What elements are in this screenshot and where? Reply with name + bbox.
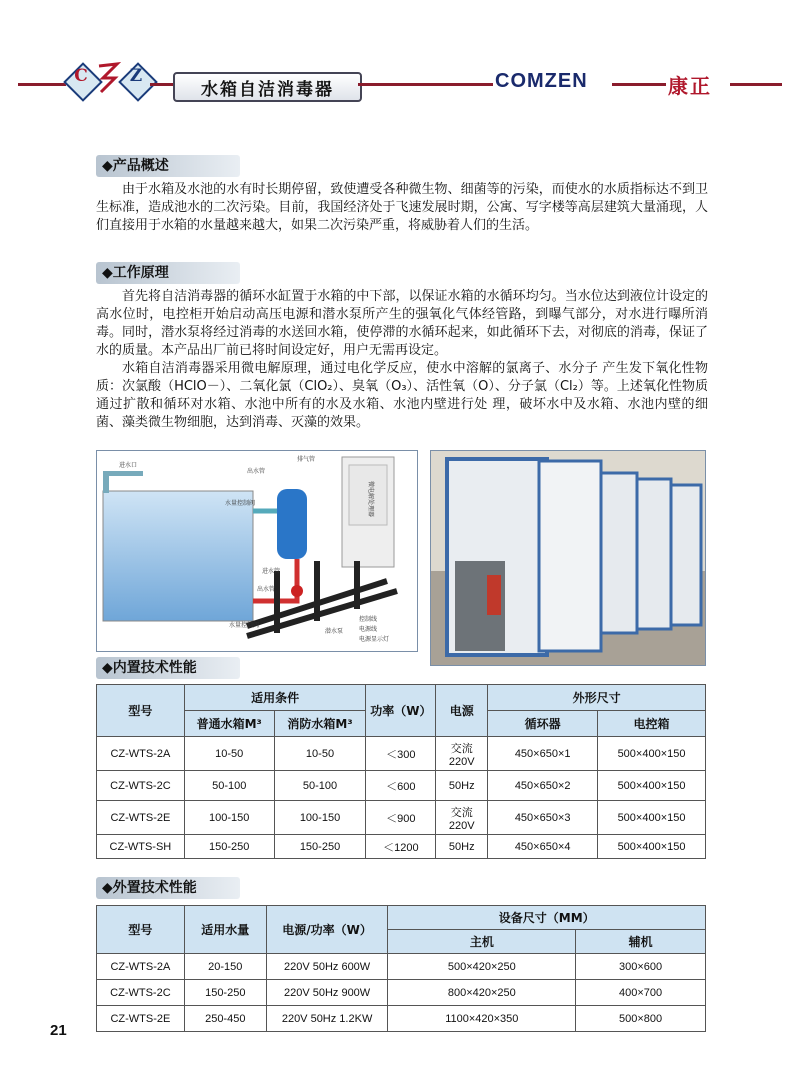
logo-mark-icon	[95, 60, 121, 96]
cell-main: 1100×420×350	[388, 1006, 576, 1032]
water-tank	[103, 491, 256, 621]
col-supply: 电源	[436, 685, 488, 737]
diagram-label: 进水口	[119, 462, 138, 469]
cell-supply: 交流220V	[436, 737, 488, 771]
cabinet-back-3	[671, 485, 701, 625]
col-water-volume: 适用水量	[184, 906, 266, 954]
external-specs-table	[96, 905, 706, 1032]
table-row	[97, 835, 706, 859]
pump-unit	[487, 575, 501, 615]
col-power: 功率（W）	[366, 685, 436, 737]
logo-letter-z: Z	[129, 66, 143, 86]
cabinet-door	[539, 461, 601, 651]
header-line-brand	[612, 83, 666, 86]
electrolysis-unit	[277, 489, 307, 559]
cell-normal: 10-50	[184, 737, 274, 771]
cell-model: CZ-WTS-2A	[97, 737, 185, 771]
pump	[291, 585, 303, 597]
table-row	[97, 980, 706, 1006]
page-number: 21	[50, 1022, 67, 1039]
diagram-label: 进水管	[262, 568, 281, 575]
principle-text-2: 水箱自洁消毒器采用微电解原理，通过电化学反应，使水中溶解的氯离子、水分子 产生发下氧化性物质：次氯酸（HClO－）、二氧化氯（ClO₂）、臭氧（O₃）、活性氧（O）、分子氯（Cl₂）等。上述氧化性物质通过扩散和循环对水箱、水池中所有的水及水箱、水池内壁进行处 理，破坏水中及水箱、水池内壁的细菌、藻类微生物细胞，达到消毒、灭藻的效果。	[96, 361, 708, 430]
inlet-pipe	[103, 475, 109, 493]
col-control-box: 电控箱	[598, 711, 706, 737]
cell-circulator: 450×650×3	[488, 801, 598, 835]
cell-model: CZ-WTS-2E	[97, 801, 185, 835]
cell-circulator: 450×650×1	[488, 737, 598, 771]
cell-aux: 300×600	[576, 954, 706, 980]
diagram-label: 出水管	[247, 468, 266, 475]
internal-specs-table	[96, 684, 706, 859]
cell-normal: 100-150	[184, 801, 274, 835]
cell-fire: 50-100	[274, 771, 366, 801]
overview-paragraph	[96, 181, 708, 235]
principle-heading: ◆工作原理	[96, 262, 240, 284]
table-row	[97, 737, 706, 771]
logo-letter-c: C	[74, 66, 88, 86]
col-main-unit: 主机	[388, 930, 576, 954]
col-model: 型号	[97, 906, 185, 954]
header-line-right	[358, 83, 493, 86]
diagram-label: 电源线	[359, 626, 378, 633]
overview-text: 由于水箱及水池的水有时长期停留，致使遭受各种微生物、细菌等的污染，而使水的水质指标达不到卫生标准，造成池水的二次污染。目前，我国经济处于飞速发展时期，公寓、写字楼等高层建筑大量涌现，人们直接用于水箱的水量越来越大，如果二次污染严重，将威胁着人们的生活。	[96, 182, 708, 233]
principle-text-1: 首先将自洁消毒器的循环水缸置于水箱的中下部，以保证水箱的水循环均匀。当水位达到液位计设定的高水位时，电控柜开始启动高压电源和潜水泵所产生的强氧化气体经管路，到曝气部分，对水进行曝所消毒。同时，潜水泵将经过消毒的水送回水箱，使停滞的水循环起来，如此循环下去，对彻底的消毒，保证了水的质量。本产品出厂前已将时间设定好，用户无需再设定。	[96, 289, 708, 358]
cell-normal: 50-100	[184, 771, 274, 801]
cell-control-box: 500×400×150	[598, 771, 706, 801]
cell-power: 220V 50Hz 1.2KW	[266, 1006, 388, 1032]
table-row	[97, 1006, 706, 1032]
external-specs-heading: ◆外置技术性能	[96, 877, 240, 899]
table-row	[97, 801, 706, 835]
col-size: 外形尺寸	[488, 685, 706, 711]
overview-heading: ◆产品概述	[96, 155, 240, 177]
principle-paragraph	[96, 288, 708, 432]
table-row	[97, 771, 706, 801]
diagram-label: 控制线	[359, 616, 378, 623]
col-circulator: 循环器	[488, 711, 598, 737]
cell-fire: 10-50	[274, 737, 366, 771]
cell-fire: 150-250	[274, 835, 366, 859]
cabinet-back-2	[637, 479, 671, 629]
cell-water: 20-150	[184, 954, 266, 980]
page-title: 水箱自洁消毒器	[173, 72, 362, 102]
header-line-end	[730, 83, 782, 86]
header-line-mid	[150, 83, 174, 86]
inlet-pipe-top	[103, 471, 143, 476]
cell-model: CZ-WTS-2E	[97, 1006, 185, 1032]
cell-model: CZ-WTS-2C	[97, 980, 185, 1006]
col-fire-tank: 消防水箱M³	[274, 711, 366, 737]
diagram-label: 出水管	[257, 586, 276, 593]
cell-power: ＜1200	[366, 835, 436, 859]
col-power: 电源/功率（W）	[266, 906, 388, 954]
cell-water: 150-250	[184, 980, 266, 1006]
brand-name-cn: 康正	[668, 74, 712, 98]
diagram-label: 微电解处理器	[367, 481, 374, 518]
diagram-label: 潜水泵	[325, 628, 344, 635]
table-row	[97, 954, 706, 980]
cell-normal: 150-250	[184, 835, 274, 859]
cell-aux: 400×700	[576, 980, 706, 1006]
cell-main: 800×420×250	[388, 980, 576, 1006]
cell-supply: 50Hz	[436, 835, 488, 859]
diagram-label: 排气管	[297, 456, 316, 463]
brand-name-en: COMZEN	[495, 70, 588, 92]
product-photo	[430, 450, 706, 666]
cell-model: CZ-WTS-SH	[97, 835, 185, 859]
cell-water: 250-450	[184, 1006, 266, 1032]
cell-power: ＜300	[366, 737, 436, 771]
col-normal-tank: 普通水箱M³	[184, 711, 274, 737]
cell-circulator: 450×650×4	[488, 835, 598, 859]
cell-supply: 交流220V	[436, 801, 488, 835]
diagram-label: 水量控制阀	[225, 500, 256, 507]
col-model: 型号	[97, 685, 185, 737]
cell-circulator: 450×650×2	[488, 771, 598, 801]
cell-control-box: 500×400×150	[598, 835, 706, 859]
cell-supply: 50Hz	[436, 771, 488, 801]
col-equipment-size: 设备尺寸（MM）	[388, 906, 706, 930]
cell-power: ＜600	[366, 771, 436, 801]
header-line-left	[18, 83, 66, 86]
cell-main: 500×420×250	[388, 954, 576, 980]
diagram-label: 电源显示灯	[359, 636, 390, 643]
diagram-label: 水量控制阀	[229, 622, 260, 629]
system-diagram	[96, 450, 418, 652]
cell-model: CZ-WTS-2A	[97, 954, 185, 980]
col-aux-unit: 辅机	[576, 930, 706, 954]
cell-aux: 500×800	[576, 1006, 706, 1032]
cell-control-box: 500×400×150	[598, 801, 706, 835]
cell-power: 220V 50Hz 900W	[266, 980, 388, 1006]
cabinet-back-1	[601, 473, 637, 633]
cell-power: ＜900	[366, 801, 436, 835]
cell-model: CZ-WTS-2C	[97, 771, 185, 801]
cell-fire: 100-150	[274, 801, 366, 835]
col-conditions: 适用条件	[184, 685, 366, 711]
internal-specs-heading: ◆内置技术性能	[96, 657, 240, 679]
cell-control-box: 500×400×150	[598, 737, 706, 771]
cell-power: 220V 50Hz 600W	[266, 954, 388, 980]
